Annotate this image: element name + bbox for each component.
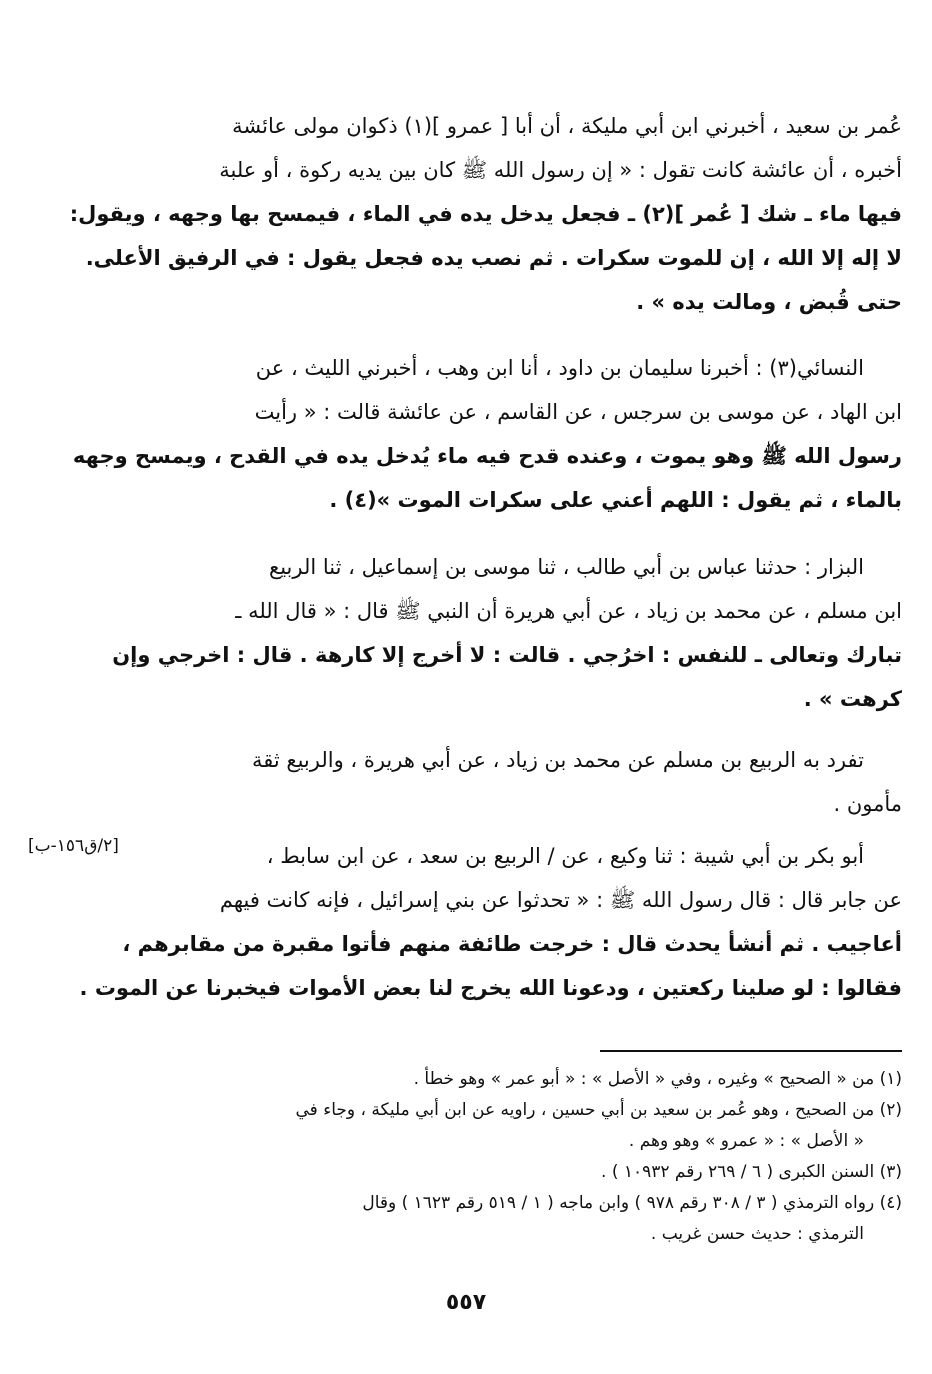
footnote-3: (٣) السنن الكبرى ( ٦ / ٢٦٩ رقم ١٠٩٣٢ ) . xyxy=(601,1162,902,1182)
text-line: كرهت » . xyxy=(803,687,902,711)
footnote-1: (١) من « الصحيح » وغيره ، وفي « الأصل » : « أبو عمر » وهو خطأ . xyxy=(413,1069,902,1089)
text-line: فيها ماء ـ شك [ عُمر ](٢) ـ فجعل يدخل يده في الماء ، فيمسح بها وجهه ، ويقول: xyxy=(69,202,902,226)
footnote-4: (٤) رواه الترمذي ( ٣ / ٣٠٨ رقم ٩٧٨ ) وابن ماجه ( ١ / ٥١٩ رقم ١٦٢٣ ) وقال xyxy=(362,1193,902,1213)
paragraph-5 xyxy=(79,834,902,1010)
text-line: بالماء ، ثم يقول : اللهم أعني على سكرات الموت »(٤) . xyxy=(329,488,902,512)
text-line: أخبره ، أن عائشة كانت تقول : « إن رسول الله ﷺ كان بين يديه ركوة ، أو علبة xyxy=(219,158,902,182)
text-line: النسائي(٣) : أخبرنا سليمان بن داود ، أنا ابن وهب ، أخبرني الليث ، عن xyxy=(255,356,864,380)
paragraph-2 xyxy=(72,346,902,522)
manuscript-folio-note: [٢/ق١٥٦-ب] xyxy=(28,836,119,856)
text-line: تفرد به الربيع بن مسلم عن محمد بن زياد ، عن أبي هريرة ، والربيع ثقة xyxy=(251,748,864,772)
text-line: عُمر بن سعيد ، أخبرني ابن أبي مليكة ، أن أبا [ عمرو ](١) ذكوان مولى عائشة xyxy=(232,114,902,138)
text-line: حتى قُبض ، ومالت يده » . xyxy=(636,290,902,314)
footnote-2: (٢) من الصحيح ، وهو عُمر بن سعيد بن أبي حسين ، راويه عن ابن أبي مليكة ، وجاء في xyxy=(295,1100,902,1120)
text-line: ابن الهاد ، عن موسى بن سرجس ، عن القاسم ، عن عائشة قالت : « رأيت xyxy=(254,400,902,424)
paragraph-3 xyxy=(112,545,902,721)
text-line: أعاجيب . ثم أنشأ يحدث قال : خرجت طائفة منهم فأتوا مقبرة من مقابرهم ، xyxy=(122,932,902,956)
text-line: عن جابر قال : قال رسول الله ﷺ : « تحدثوا عن بني إسرائيل ، فإنه كانت فيهم xyxy=(219,888,902,912)
footnote-4-continued: الترمذي : حديث حسن غريب . xyxy=(650,1224,864,1244)
paragraph-4 xyxy=(166,738,902,826)
text-line: أبو بكر بن أبي شيبة : ثنا وكيع ، عن / الربيع بن سعد ، عن ابن سابط ، xyxy=(266,844,864,868)
footnotes xyxy=(158,1064,902,1250)
text-line: رسول الله ﷺ وهو يموت ، وعنده قدح فيه ماء يُدخل يده في القدح ، ويمسح وجهه xyxy=(72,444,902,468)
text-line: البزار : حدثنا عباس بن أبي طالب ، ثنا موسى بن إسماعيل ، ثنا الربيع xyxy=(269,555,864,579)
text-line: ابن مسلم ، عن محمد بن زياد ، عن أبي هريرة أن النبي ﷺ قال : « قال الله ـ xyxy=(235,599,902,623)
text-line: تبارك وتعالى ـ للنفس : اخرُجي . قالت : لا أخرج إلا كارهة . قال : اخرجي وإن xyxy=(112,643,902,667)
paragraph-1 xyxy=(69,104,902,324)
text-line: لا إله إلا الله ، إن للموت سكرات . ثم نصب يده فجعل يقول : في الرفيق الأعلى. xyxy=(85,246,902,270)
text-line: فقالوا : لو صلينا ركعتين ، ودعونا الله يخرج لنا بعض الأموات فيخبرنا عن الموت . xyxy=(79,976,902,1000)
text-line: مأمون . xyxy=(833,792,902,816)
footnote-divider xyxy=(600,1050,902,1052)
page-number: ٥٥٧ xyxy=(445,1290,487,1315)
footnote-2-continued: « الأصل » : « عمرو » وهو وهم . xyxy=(628,1131,864,1151)
